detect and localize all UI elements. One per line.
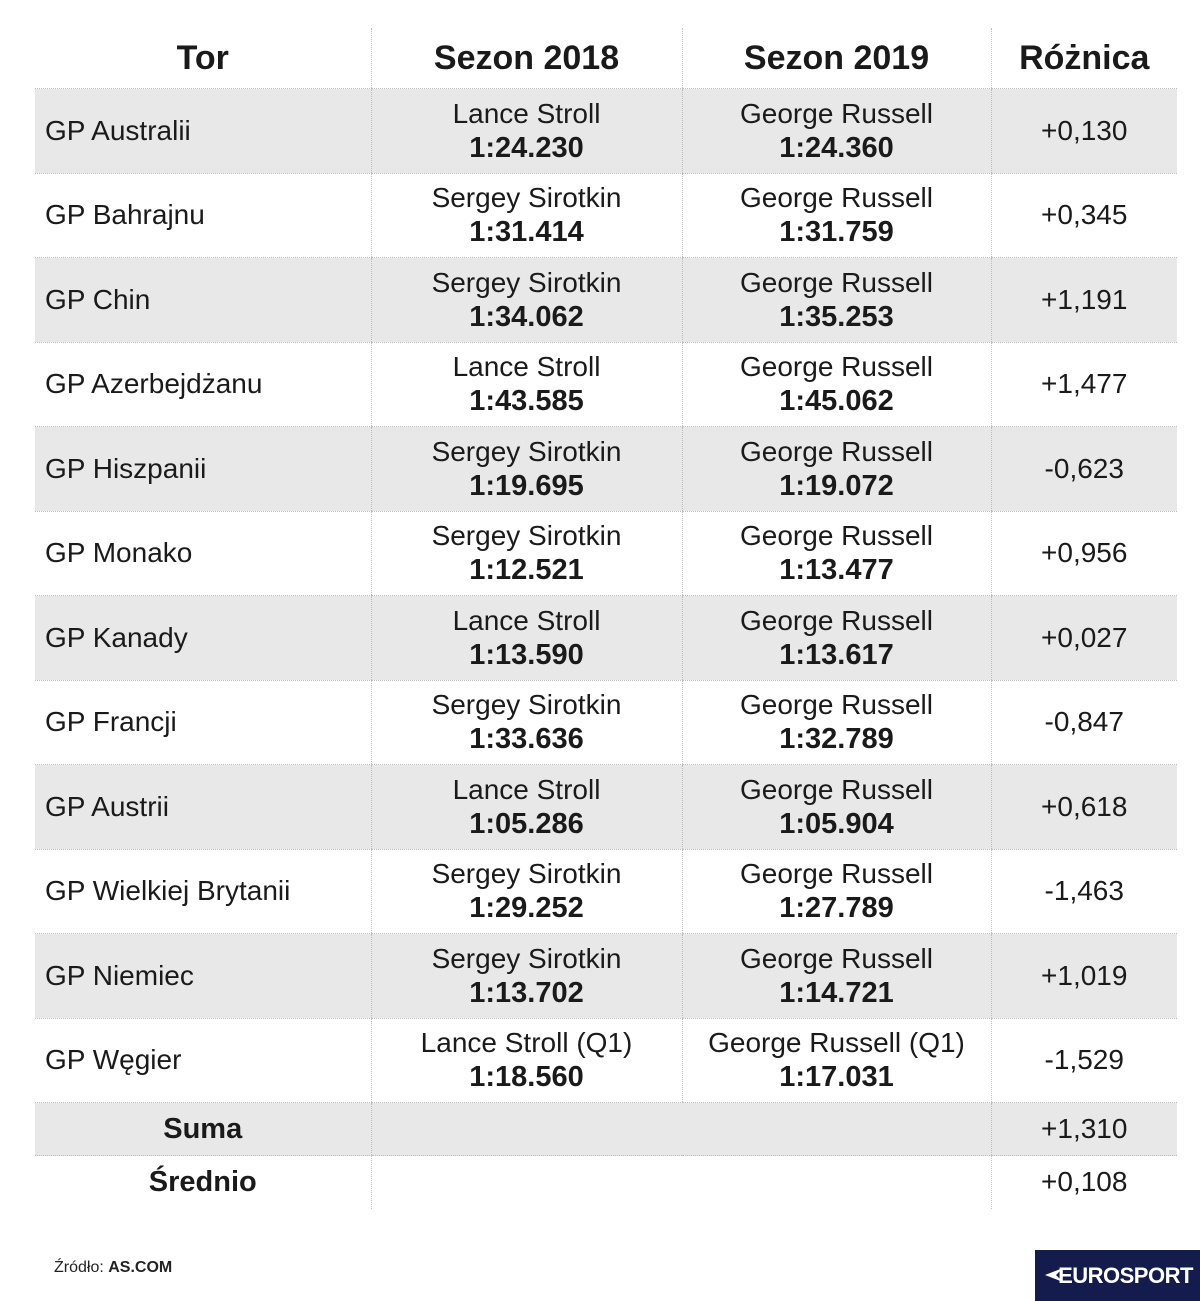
driver-name-2018: Sergey Sirotkin [431,266,622,298]
season-2019-cell [682,258,991,343]
driver-name-2018: Sergey Sirotkin [431,689,622,721]
season-2019-cell [682,596,991,681]
driver-name-2019: George Russell [740,266,933,298]
season-2018-cell [371,680,682,765]
lap-time-2019: 1:17.031 [779,1061,894,1094]
header-season-2019: Sezon 2019 [682,28,991,89]
summary-label: Suma [35,1103,371,1156]
time-difference: +0,027 [991,596,1177,681]
star-icon [1043,1264,1065,1286]
driver-name-2018: Sergey Sirotkin [431,942,622,974]
time-difference: -1,529 [991,1018,1177,1103]
header-difference: Różnica [991,28,1177,89]
driver-name-2019: George Russell [740,182,933,214]
table-row [35,89,1177,174]
driver-name-2019: George Russell [740,942,933,974]
season-2019-cell [682,342,991,427]
table-row [35,511,1177,596]
lap-time-2018: 1:43.585 [469,385,584,418]
track-name: GP Bahrajnu [35,173,371,258]
lap-time-2018: 1:19.695 [469,469,584,502]
season-2018-cell [371,89,682,174]
table-row [35,427,1177,512]
track-name: GP Kanady [35,596,371,681]
table-row [35,342,1177,427]
driver-name-2018: Sergey Sirotkin [431,520,622,552]
driver-name-2019: George Russell [740,858,933,890]
lap-time-2018: 1:12.521 [469,554,584,587]
season-2018-cell [371,427,682,512]
season-2018-cell [371,511,682,596]
track-name: GP Monako [35,511,371,596]
driver-name-2019: George Russell [740,520,933,552]
driver-name-2018: Sergey Sirotkin [431,435,622,467]
logo-text: EUROSPORT [1058,1262,1193,1288]
season-2019-cell [682,173,991,258]
season-2018-cell [371,258,682,343]
table-row [35,849,1177,934]
table-row [35,765,1177,850]
track-name: GP Węgier [35,1018,371,1103]
season-2019-cell [682,89,991,174]
driver-name-2019: George Russell [740,97,933,129]
track-name: GP Hiszpanii [35,427,371,512]
driver-name-2019: George Russell [740,435,933,467]
summary-empty-cell [371,1156,991,1209]
summary-empty-cell [371,1103,991,1156]
lap-time-2019: 1:13.477 [779,554,894,587]
season-2018-cell [371,173,682,258]
season-2019-cell [682,849,991,934]
lap-time-2019: 1:19.072 [779,469,894,502]
lap-time-2019: 1:14.721 [779,976,894,1009]
source-note [54,1259,172,1277]
time-difference: -1,463 [991,849,1177,934]
time-difference: -0,623 [991,427,1177,512]
season-2019-cell [682,680,991,765]
season-2019-cell [682,511,991,596]
driver-name-2019: George Russell [740,604,933,636]
driver-name-2018: Lance Stroll (Q1) [420,1027,633,1059]
lap-time-2018: 1:13.702 [469,976,584,1009]
driver-name-2019: George Russell (Q1) [708,1027,965,1059]
lap-time-2018: 1:13.590 [469,638,584,671]
time-difference: +1,477 [991,342,1177,427]
season-2019-cell [682,934,991,1019]
lap-time-2018: 1:05.286 [469,807,584,840]
track-name: GP Chin [35,258,371,343]
sum-row [35,1103,1177,1156]
season-2019-cell [682,1018,991,1103]
lap-time-2019: 1:05.904 [779,807,894,840]
eurosport-logo [1035,1250,1200,1301]
lap-time-2019: 1:45.062 [779,385,894,418]
summary-value: +1,310 [991,1103,1177,1156]
table-row [35,1018,1177,1103]
lap-time-2019: 1:24.360 [779,131,894,164]
driver-name-2018: Lance Stroll [452,604,601,636]
summary-value: +0,108 [991,1156,1177,1209]
lap-time-2018: 1:33.636 [469,723,584,756]
lap-time-2018: 1:34.062 [469,300,584,333]
driver-name-2019: George Russell [740,689,933,721]
table-row [35,680,1177,765]
source-name: AS.COM [108,1259,173,1276]
lap-time-2019: 1:13.617 [779,638,894,671]
table-row [35,258,1177,343]
season-2018-cell [371,1018,682,1103]
header-track: Tor [35,28,371,89]
track-name: GP Azerbejdżanu [35,342,371,427]
time-difference: +0,130 [991,89,1177,174]
time-difference: -0,847 [991,680,1177,765]
time-difference: +1,019 [991,934,1177,1019]
track-name: GP Australii [35,89,371,174]
driver-name-2018: Sergey Sirotkin [431,182,622,214]
driver-name-2019: George Russell [740,351,933,383]
lap-time-2018: 1:31.414 [469,216,584,249]
table-row [35,173,1177,258]
lap-time-2018: 1:18.560 [469,1061,584,1094]
lap-time-2018: 1:29.252 [469,892,584,925]
source-prefix: Źródło: [54,1259,104,1276]
season-2019-cell [682,765,991,850]
qualifying-comparison-table [35,28,1177,1209]
driver-name-2018: Sergey Sirotkin [431,858,622,890]
lap-time-2019: 1:27.789 [779,892,894,925]
table-body [35,89,1177,1209]
track-name: GP Austrii [35,765,371,850]
lap-time-2019: 1:32.789 [779,723,894,756]
table-row [35,934,1177,1019]
season-2018-cell [371,934,682,1019]
driver-name-2018: Lance Stroll [452,773,601,805]
season-2018-cell [371,765,682,850]
table-row [35,596,1177,681]
lap-time-2019: 1:35.253 [779,300,894,333]
track-name: GP Wielkiej Brytanii [35,849,371,934]
season-2019-cell [682,427,991,512]
driver-name-2019: George Russell [740,773,933,805]
summary-label: Średnio [148,1165,257,1198]
season-2018-cell [371,849,682,934]
time-difference: +0,345 [991,173,1177,258]
driver-name-2018: Lance Stroll [452,97,601,129]
time-difference: +0,956 [991,511,1177,596]
track-name: GP Niemiec [35,934,371,1019]
header-row [35,28,1177,89]
season-2018-cell [371,596,682,681]
lap-time-2019: 1:31.759 [779,216,894,249]
average-row [35,1156,1177,1209]
lap-time-2018: 1:24.230 [469,131,584,164]
time-difference: +0,618 [991,765,1177,850]
season-2018-cell [371,342,682,427]
header-season-2018: Sezon 2018 [371,28,682,89]
driver-name-2018: Lance Stroll [452,351,601,383]
time-difference: +1,191 [991,258,1177,343]
track-name: GP Francji [35,680,371,765]
